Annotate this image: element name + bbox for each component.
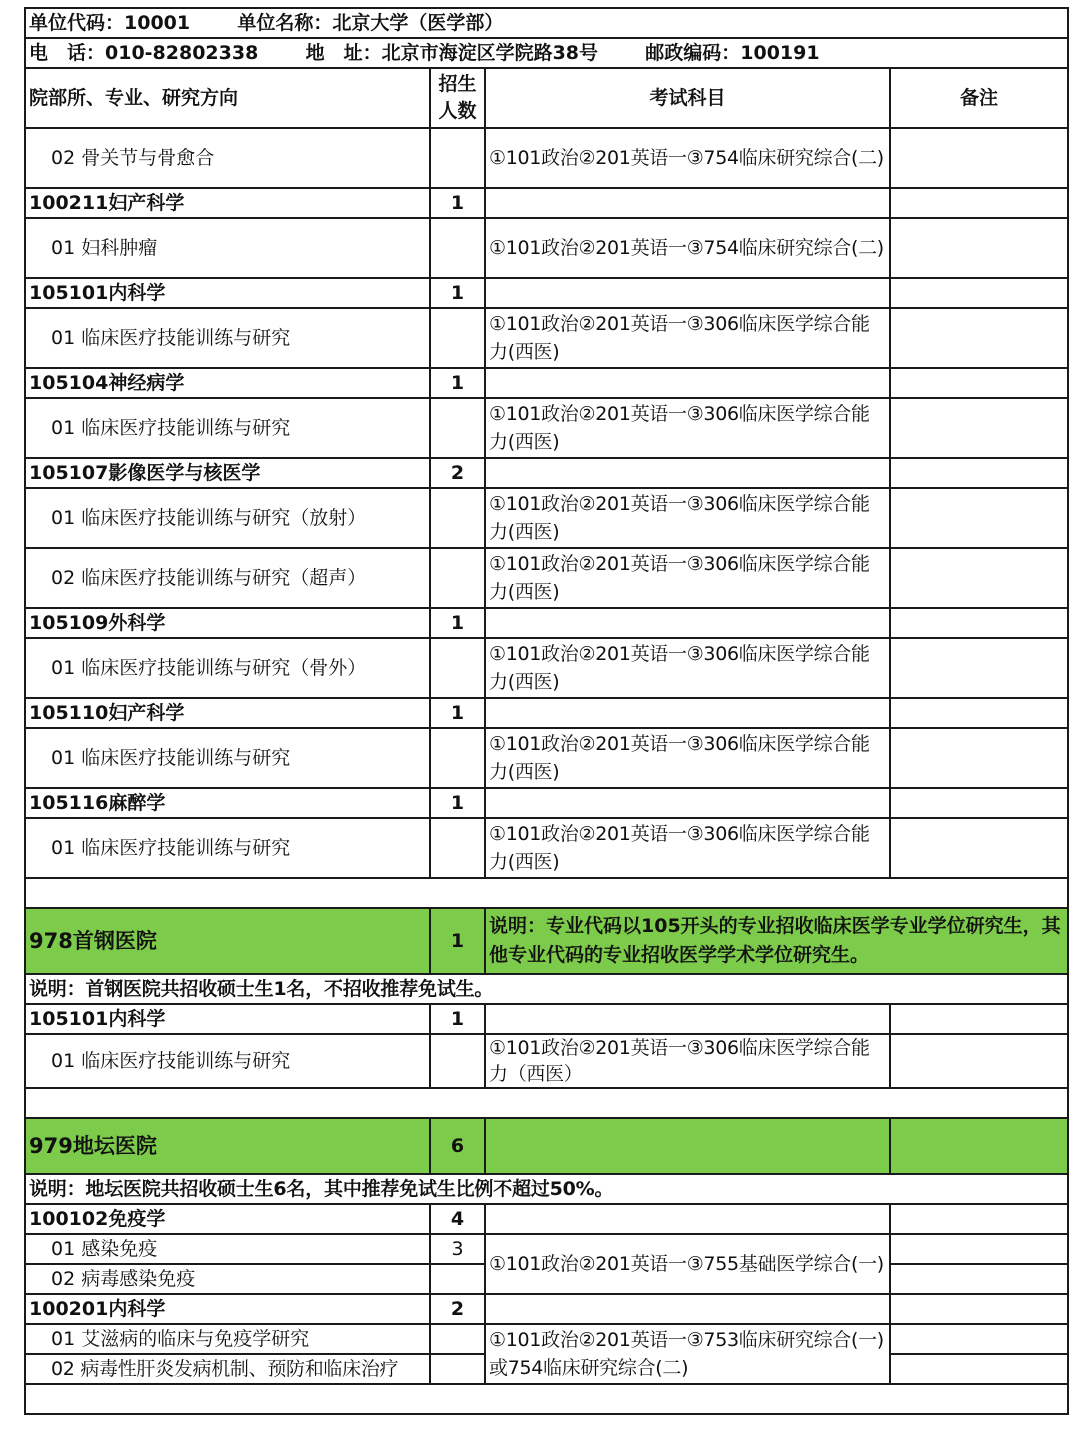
phone: 电 话：010-82802338 — [29, 42, 259, 64]
col-quota — [430, 68, 485, 128]
major-name: 105101内科学 — [25, 278, 430, 308]
remark — [890, 458, 1068, 488]
quota — [430, 308, 485, 368]
remark — [890, 308, 1068, 368]
exam-subjects: ①101政治②201英语一③306临床医学综合能力(西医) — [485, 638, 890, 698]
unit-code: 单位代码：10001 — [29, 12, 191, 34]
remark — [890, 728, 1068, 788]
remark — [890, 488, 1068, 548]
exam-subjects: ①101政治②201英语一③306临床医学综合能力(西医) — [485, 548, 890, 608]
table-row — [25, 128, 1068, 188]
table-row — [25, 1034, 1068, 1088]
exam-subjects: ①101政治②201英语一③306临床医学综合能力(西医) — [485, 488, 890, 548]
table-row — [25, 1324, 1068, 1354]
exam-subjects: ①101政治②201英语一③306临床医学综合能力(西医) — [485, 398, 890, 458]
table-row — [25, 458, 1068, 488]
direction-name: 02 病毒感染免疫 — [25, 1264, 430, 1294]
quota — [430, 218, 485, 278]
direction-name: 01 临床医疗技能训练与研究（放射） — [25, 488, 430, 548]
remark — [890, 818, 1068, 878]
quota: 1 — [430, 788, 485, 818]
hospital-quota: 1 — [430, 908, 485, 974]
hospital-row-shougang — [25, 908, 1068, 974]
postcode: 邮政编码：100191 — [645, 42, 820, 64]
table-row — [25, 218, 1068, 278]
direction-name: 01 临床医疗技能训练与研究 — [25, 728, 430, 788]
quota — [430, 1034, 485, 1088]
table-row — [25, 638, 1068, 698]
exam-subjects — [485, 608, 890, 638]
table-row — [25, 308, 1068, 368]
table-row — [25, 818, 1068, 878]
major-name: 105101内科学 — [25, 1004, 430, 1034]
hospital-name: 979地坛医院 — [25, 1118, 430, 1174]
quota: 1 — [430, 1004, 485, 1034]
column-header-row — [25, 68, 1068, 128]
col-exam: 考试科目 — [485, 68, 890, 128]
exam-subjects — [485, 188, 890, 218]
direction-name: 01 感染免疫 — [25, 1234, 430, 1264]
table-row — [25, 788, 1068, 818]
quota — [430, 1324, 485, 1354]
quota: 2 — [430, 458, 485, 488]
table-row — [25, 728, 1068, 788]
direction-name: 01 临床医疗技能训练与研究 — [25, 818, 430, 878]
exam-subjects — [485, 698, 890, 728]
major-name: 100102免疫学 — [25, 1204, 430, 1234]
direction-name: 02 骨关节与骨愈合 — [25, 128, 430, 188]
table-row — [25, 698, 1068, 728]
header-row-unit — [25, 8, 1068, 38]
hospital-note: 说明：首钢医院共招收硕士生1名，不招收推荐免试生。 — [29, 978, 494, 1000]
exam-subjects — [485, 1294, 890, 1324]
exam-subjects: ①101政治②201英语一③753临床研究综合(一)或754临床研究综合(二) — [485, 1324, 890, 1384]
table-row — [25, 1004, 1068, 1034]
spacer-row — [25, 878, 1068, 908]
hospital-quota: 6 — [430, 1118, 485, 1174]
unit-name: 单位名称：北京大学（医学部） — [237, 12, 504, 34]
table-row — [25, 398, 1068, 458]
major-name: 105116麻醉学 — [25, 788, 430, 818]
hospital-note-row — [25, 1174, 1068, 1204]
quota: 1 — [430, 608, 485, 638]
quota — [430, 128, 485, 188]
quota — [430, 818, 485, 878]
exam-subjects — [485, 458, 890, 488]
exam-subjects: ①101政治②201英语一③754临床研究综合(二) — [485, 128, 890, 188]
exam-subjects — [485, 278, 890, 308]
hospital-note: 说明：地坛医院共招收硕士生6名，其中推荐免试生比例不超过50%。 — [29, 1178, 614, 1200]
direction-name: 01 临床医疗技能训练与研究 — [25, 1034, 430, 1088]
exam-subjects — [485, 1004, 890, 1034]
remark — [890, 608, 1068, 638]
remark — [890, 188, 1068, 218]
header-row-contact — [25, 38, 1068, 68]
admission-table — [24, 7, 1069, 1415]
exam-subjects: ①101政治②201英语一③306临床医学综合能力(西医) — [485, 728, 890, 788]
major-name: 105109外科学 — [25, 608, 430, 638]
exam-subjects: ①101政治②201英语一③306临床医学综合能力(西医) — [485, 818, 890, 878]
exam-subjects: ①101政治②201英语一③306临床医学综合能力（西医） — [485, 1034, 890, 1088]
quota: 1 — [430, 698, 485, 728]
address: 地 址：北京市海淀区学院路38号 — [305, 42, 599, 64]
hospital-note-row — [25, 974, 1068, 1004]
remark — [890, 1118, 1068, 1174]
table-row — [25, 1234, 1068, 1264]
col-remark: 备注 — [890, 68, 1068, 128]
exam-subjects: ①101政治②201英语一③755基础医学综合(一) — [485, 1234, 890, 1294]
quota — [430, 548, 485, 608]
quota: 1 — [430, 188, 485, 218]
remark — [890, 218, 1068, 278]
exam-subjects — [485, 1204, 890, 1234]
remark — [890, 398, 1068, 458]
major-name: 100201内科学 — [25, 1294, 430, 1324]
major-name: 105107影像医学与核医学 — [25, 458, 430, 488]
quota — [430, 1354, 485, 1384]
remark — [890, 638, 1068, 698]
quota: 1 — [430, 368, 485, 398]
major-name: 105104神经病学 — [25, 368, 430, 398]
hospital-row-ditan — [25, 1118, 1068, 1174]
quota: 3 — [430, 1234, 485, 1264]
remark — [890, 1034, 1068, 1088]
remark — [890, 788, 1068, 818]
spacer-row — [25, 1384, 1068, 1414]
banner-note: 说明：专业代码以105开头的专业招收临床医学专业学位研究生，其他专业代码的专业招收医学学术学位研究生。 — [485, 908, 1068, 974]
remark — [890, 278, 1068, 308]
col-quota-line1: 招生 — [438, 73, 477, 95]
table-row — [25, 1204, 1068, 1234]
quota — [430, 398, 485, 458]
table-row — [25, 608, 1068, 638]
hospital-name: 978首钢医院 — [25, 908, 430, 974]
direction-name: 01 妇科肿瘤 — [25, 218, 430, 278]
direction-name: 01 艾滋病的临床与免疫学研究 — [25, 1324, 430, 1354]
quota — [430, 1264, 485, 1294]
major-name: 100211妇产科学 — [25, 188, 430, 218]
quota — [430, 638, 485, 698]
remark — [890, 128, 1068, 188]
exam-subjects — [485, 1118, 890, 1174]
direction-name: 02 临床医疗技能训练与研究（超声） — [25, 548, 430, 608]
table-row — [25, 1294, 1068, 1324]
col-quota-line2: 人数 — [438, 100, 477, 122]
major-name: 105110妇产科学 — [25, 698, 430, 728]
remark — [890, 1294, 1068, 1324]
direction-name: 01 临床医疗技能训练与研究（骨外） — [25, 638, 430, 698]
remark — [890, 368, 1068, 398]
quota — [430, 728, 485, 788]
quota — [430, 488, 485, 548]
exam-subjects — [485, 788, 890, 818]
direction-name: 01 临床医疗技能训练与研究 — [25, 398, 430, 458]
table-row — [25, 548, 1068, 608]
col-dept: 院部所、专业、研究方向 — [25, 68, 430, 128]
remark — [890, 1204, 1068, 1234]
spacer-row — [25, 1088, 1068, 1118]
direction-name: 01 临床医疗技能训练与研究 — [25, 308, 430, 368]
remark — [890, 698, 1068, 728]
remark — [890, 1234, 1068, 1264]
table-row — [25, 278, 1068, 308]
remark — [890, 1324, 1068, 1354]
table-row — [25, 488, 1068, 548]
table-row — [25, 188, 1068, 218]
table-row — [25, 368, 1068, 398]
direction-name: 02 病毒性肝炎发病机制、预防和临床治疗 — [25, 1354, 430, 1384]
remark — [890, 548, 1068, 608]
exam-subjects: ①101政治②201英语一③754临床研究综合(二) — [485, 218, 890, 278]
quota: 2 — [430, 1294, 485, 1324]
exam-subjects — [485, 368, 890, 398]
quota: 1 — [430, 278, 485, 308]
remark — [890, 1354, 1068, 1384]
remark — [890, 1004, 1068, 1034]
remark — [890, 1264, 1068, 1294]
exam-subjects: ①101政治②201英语一③306临床医学综合能力(西医) — [485, 308, 890, 368]
quota: 4 — [430, 1204, 485, 1234]
